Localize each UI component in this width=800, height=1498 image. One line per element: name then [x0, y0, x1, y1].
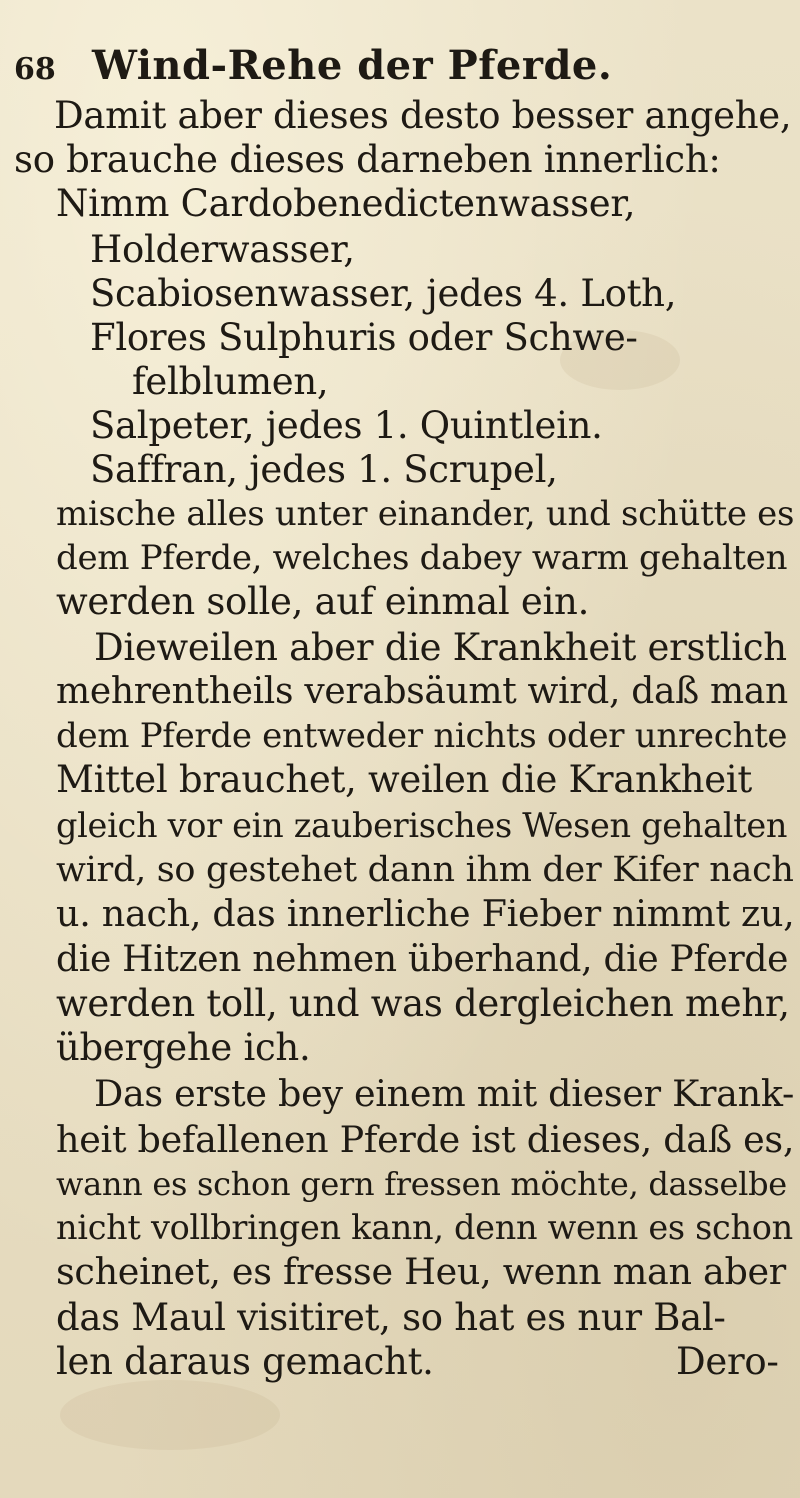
text-line: werden toll, und was dergleichen mehr,	[56, 982, 790, 1025]
text-line: Das erste bey einem mit dieser Krank-	[94, 1072, 795, 1115]
text-line: übergehe ich.	[56, 1026, 311, 1069]
text-line: mische alles unter einander, und schütte es	[56, 494, 795, 534]
text-line: das Maul visitiret, so hat es nur Bal-	[56, 1296, 726, 1339]
text-line: dem Pferde entweder nichts oder unrechte	[56, 716, 788, 756]
text-line: Salpeter, jedes 1. Quintlein.	[90, 404, 603, 447]
text-line: mehrentheils verabsäumt wird, daß man	[56, 671, 788, 712]
text-line: die Hitzen nehmen überhand, die Pferde	[56, 939, 789, 980]
catchword: Dero-	[676, 1340, 779, 1383]
text-line: Scabiosenwasser, jedes 4. Loth,	[90, 272, 677, 315]
paper-stain	[60, 1380, 280, 1450]
text-line: Damit aber dieses desto besser angehe,	[54, 94, 792, 137]
text-line: Mittel brauchet, weilen die Krankheit	[56, 758, 752, 801]
page-number: 68	[14, 52, 56, 87]
text-line: felblumen,	[132, 360, 329, 403]
text-line: nicht vollbringen kann, denn wenn es schon	[56, 1208, 793, 1247]
text-line: Holderwasser,	[90, 228, 355, 271]
text-line: u. nach, das innerliche Fieber nimmt zu,	[56, 892, 795, 935]
text-line: wird, so gestehet dann ihm der Kifer nach	[56, 850, 794, 890]
text-line: heit befallenen Pferde ist dieses, daß es,	[56, 1118, 795, 1161]
text-line: dem Pferde, welches dabey warm gehalten	[56, 538, 788, 578]
text-line: wann es schon gern fressen möchte, dasselbe	[56, 1165, 787, 1203]
text-line: len daraus gemacht.	[56, 1340, 434, 1383]
text-line: Nimm Cardobenedictenwasser,	[56, 182, 636, 225]
text-line: scheinet, es fresse Heu, wenn man aber	[56, 1250, 786, 1293]
text-line: gleich vor ein zauberisches Wesen gehalten	[56, 806, 788, 845]
text-line: Dieweilen aber die Krankheit erstlich	[94, 626, 787, 669]
text-line: werden solle, auf einmal ein.	[56, 580, 590, 623]
text-line: Saffran, jedes 1. Scrupel,	[90, 448, 558, 491]
text-line: so brauche dieses darneben innerlich:	[14, 138, 721, 181]
text-line: Flores Sulphuris oder Schwe-	[90, 316, 638, 359]
running-title: Wind-Rehe der Pferde.	[92, 42, 613, 89]
